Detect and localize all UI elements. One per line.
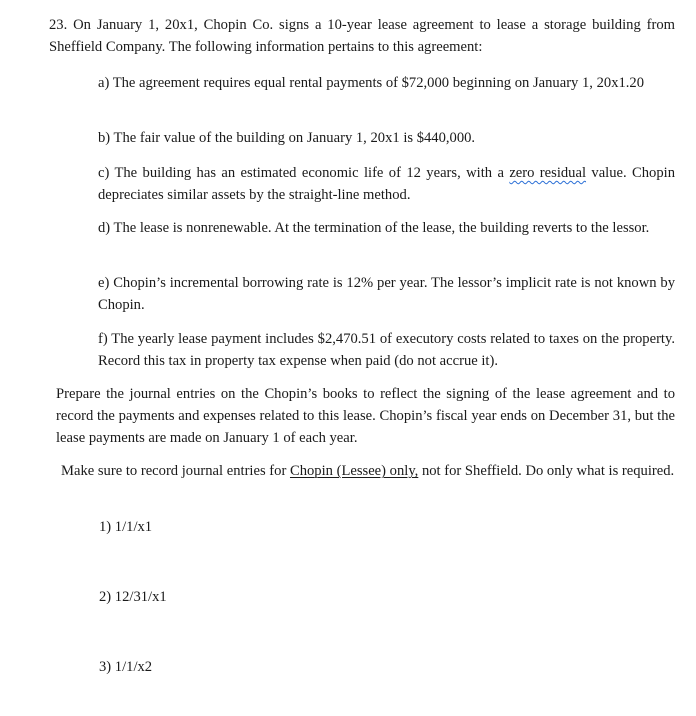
- condition-c-text-end: value. Chopin depreciates similar assets by the straight-line method.: [98, 165, 676, 203]
- spellcheck-marked-text: zero residual: [509, 165, 587, 181]
- instructions-prepare: Prepare the journal entries on the Chopin’s books to reflect the signing of the lease agreement and to record the payments and expenses related to this lease. Chopin’s fiscal year ends on December 31, but the lease payments are made on January 1 of each year.: [56, 386, 675, 446]
- condition-f: f) The yearly lease payment includes $2,470.51 of executory costs related to taxes on the property. Record this tax in property tax expense when paid (do not accrue it).: [98, 331, 675, 369]
- instructions-note: [56, 460, 675, 482]
- note-underlined-text: Chopin (Lessee) only,: [289, 463, 419, 479]
- question-intro: 23. On January 1, 20x1, Chopin Co. signs a 10-year lease agreement to lease a storage building from Sheffield Company. The following information pertains to this agreement:: [49, 17, 675, 55]
- condition-a: a) The agreement requires equal rental payments of $72,000 beginning on January 1, 20x1.20: [98, 75, 645, 91]
- condition-b: b) The fair value of the building on January 1, 20x1 is $440,000.: [98, 130, 476, 146]
- condition-d: d) The lease is nonrenewable. At the termination of the lease, the building reverts to the lessor.: [98, 220, 650, 236]
- requirement-item: 1) 1/1/x1: [99, 519, 153, 535]
- requirement-item: 2) 12/31/x1: [99, 589, 167, 605]
- note-text-end: not for Sheffield. Do only what is required.: [418, 463, 675, 479]
- requirement-item: 3) 1/1/x2: [99, 659, 153, 675]
- condition-e: e) Chopin’s incremental borrowing rate is 12% per year. The lessor’s implicit rate is not known by Chopin.: [98, 275, 675, 313]
- condition-c: [98, 162, 675, 206]
- note-text-start: Make sure to record journal entries for: [61, 463, 290, 479]
- condition-c-text-start: c) The building has an estimated economic life of 12 years, with a: [98, 165, 510, 181]
